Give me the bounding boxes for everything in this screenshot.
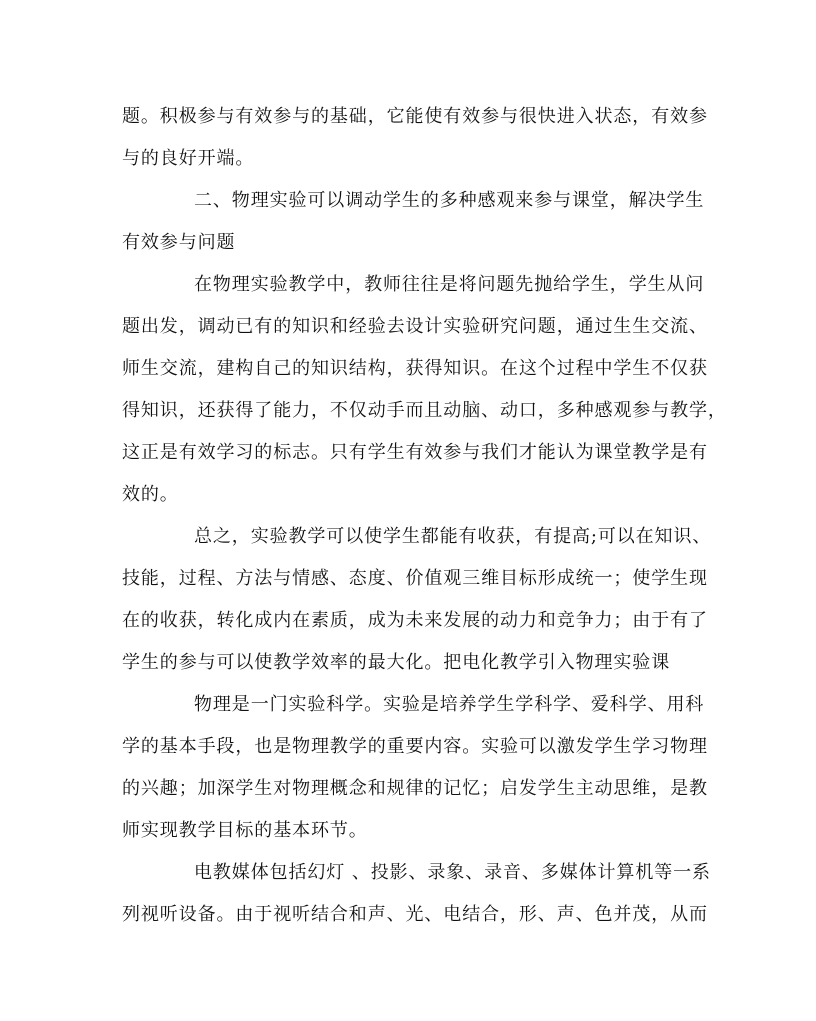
text-line: 得知识，还获得了能力，不仅动手而且动脑、动口，多种感观参与教学，: [122, 400, 727, 421]
paragraph-first-line: 总之，实验教学可以使学生都能有收获，有提高;可以在知识、: [194, 526, 712, 547]
text-line: 效的。: [122, 484, 179, 505]
text-line: 列视听设备。由于视听结合和声、光、电结合，形、声、色并茂，从而: [122, 904, 708, 925]
section-heading-line: 二、物理实验可以调动学生的多种感观来参与课堂，解决学生: [194, 190, 705, 211]
text-line: 技能，过程、方法与情感、态度、价值观三维目标形成统一；使学生现: [122, 568, 708, 589]
text-line: 这正是有效学习的标志。只有学生有效参与我们才能认为课堂教学是有: [122, 442, 708, 463]
text-line: 的兴趣；加深学生对物理概念和规律的记忆；启发学生主动思维，是教: [122, 778, 708, 799]
paragraph-first-line: 在物理实验教学中，教师往往是将问题先抛给学生，学生从问: [194, 274, 705, 295]
text-line: 师生交流，建构自己的知识结构，获得知识。在这个过程中学生不仅获: [122, 358, 708, 379]
paragraph-first-line: 电教媒体包括幻灯 、投影、录象、录音、多媒体计算机等一系: [194, 862, 711, 883]
text-line: 学生的参与可以使教学效率的最大化。把电化教学引入物理实验课: [122, 652, 671, 673]
section-heading-line: 有效参与问题: [122, 232, 236, 253]
paragraph-first-line: 物理是一门实验科学。实验是培养学生学科学、爱科学、用科: [194, 694, 705, 715]
text-line: 在的收获，转化成内在素质，成为未来发展的动力和竞争力；由于有了: [122, 610, 708, 631]
text-line: 与的良好开端。: [122, 148, 255, 169]
text-line: 题。积极参与有效参与的基础，它能使有效参与很快进入状态，有效参: [122, 106, 708, 127]
text-line: 学的基本手段，也是物理教学的重要内容。实验可以激发学生学习物理: [122, 736, 708, 757]
text-line: 题出发，调动已有的知识和经验去设计实验研究问题，通过生生交流、: [122, 316, 708, 337]
text-line: 师实现教学目标的基本环节。: [122, 820, 368, 841]
